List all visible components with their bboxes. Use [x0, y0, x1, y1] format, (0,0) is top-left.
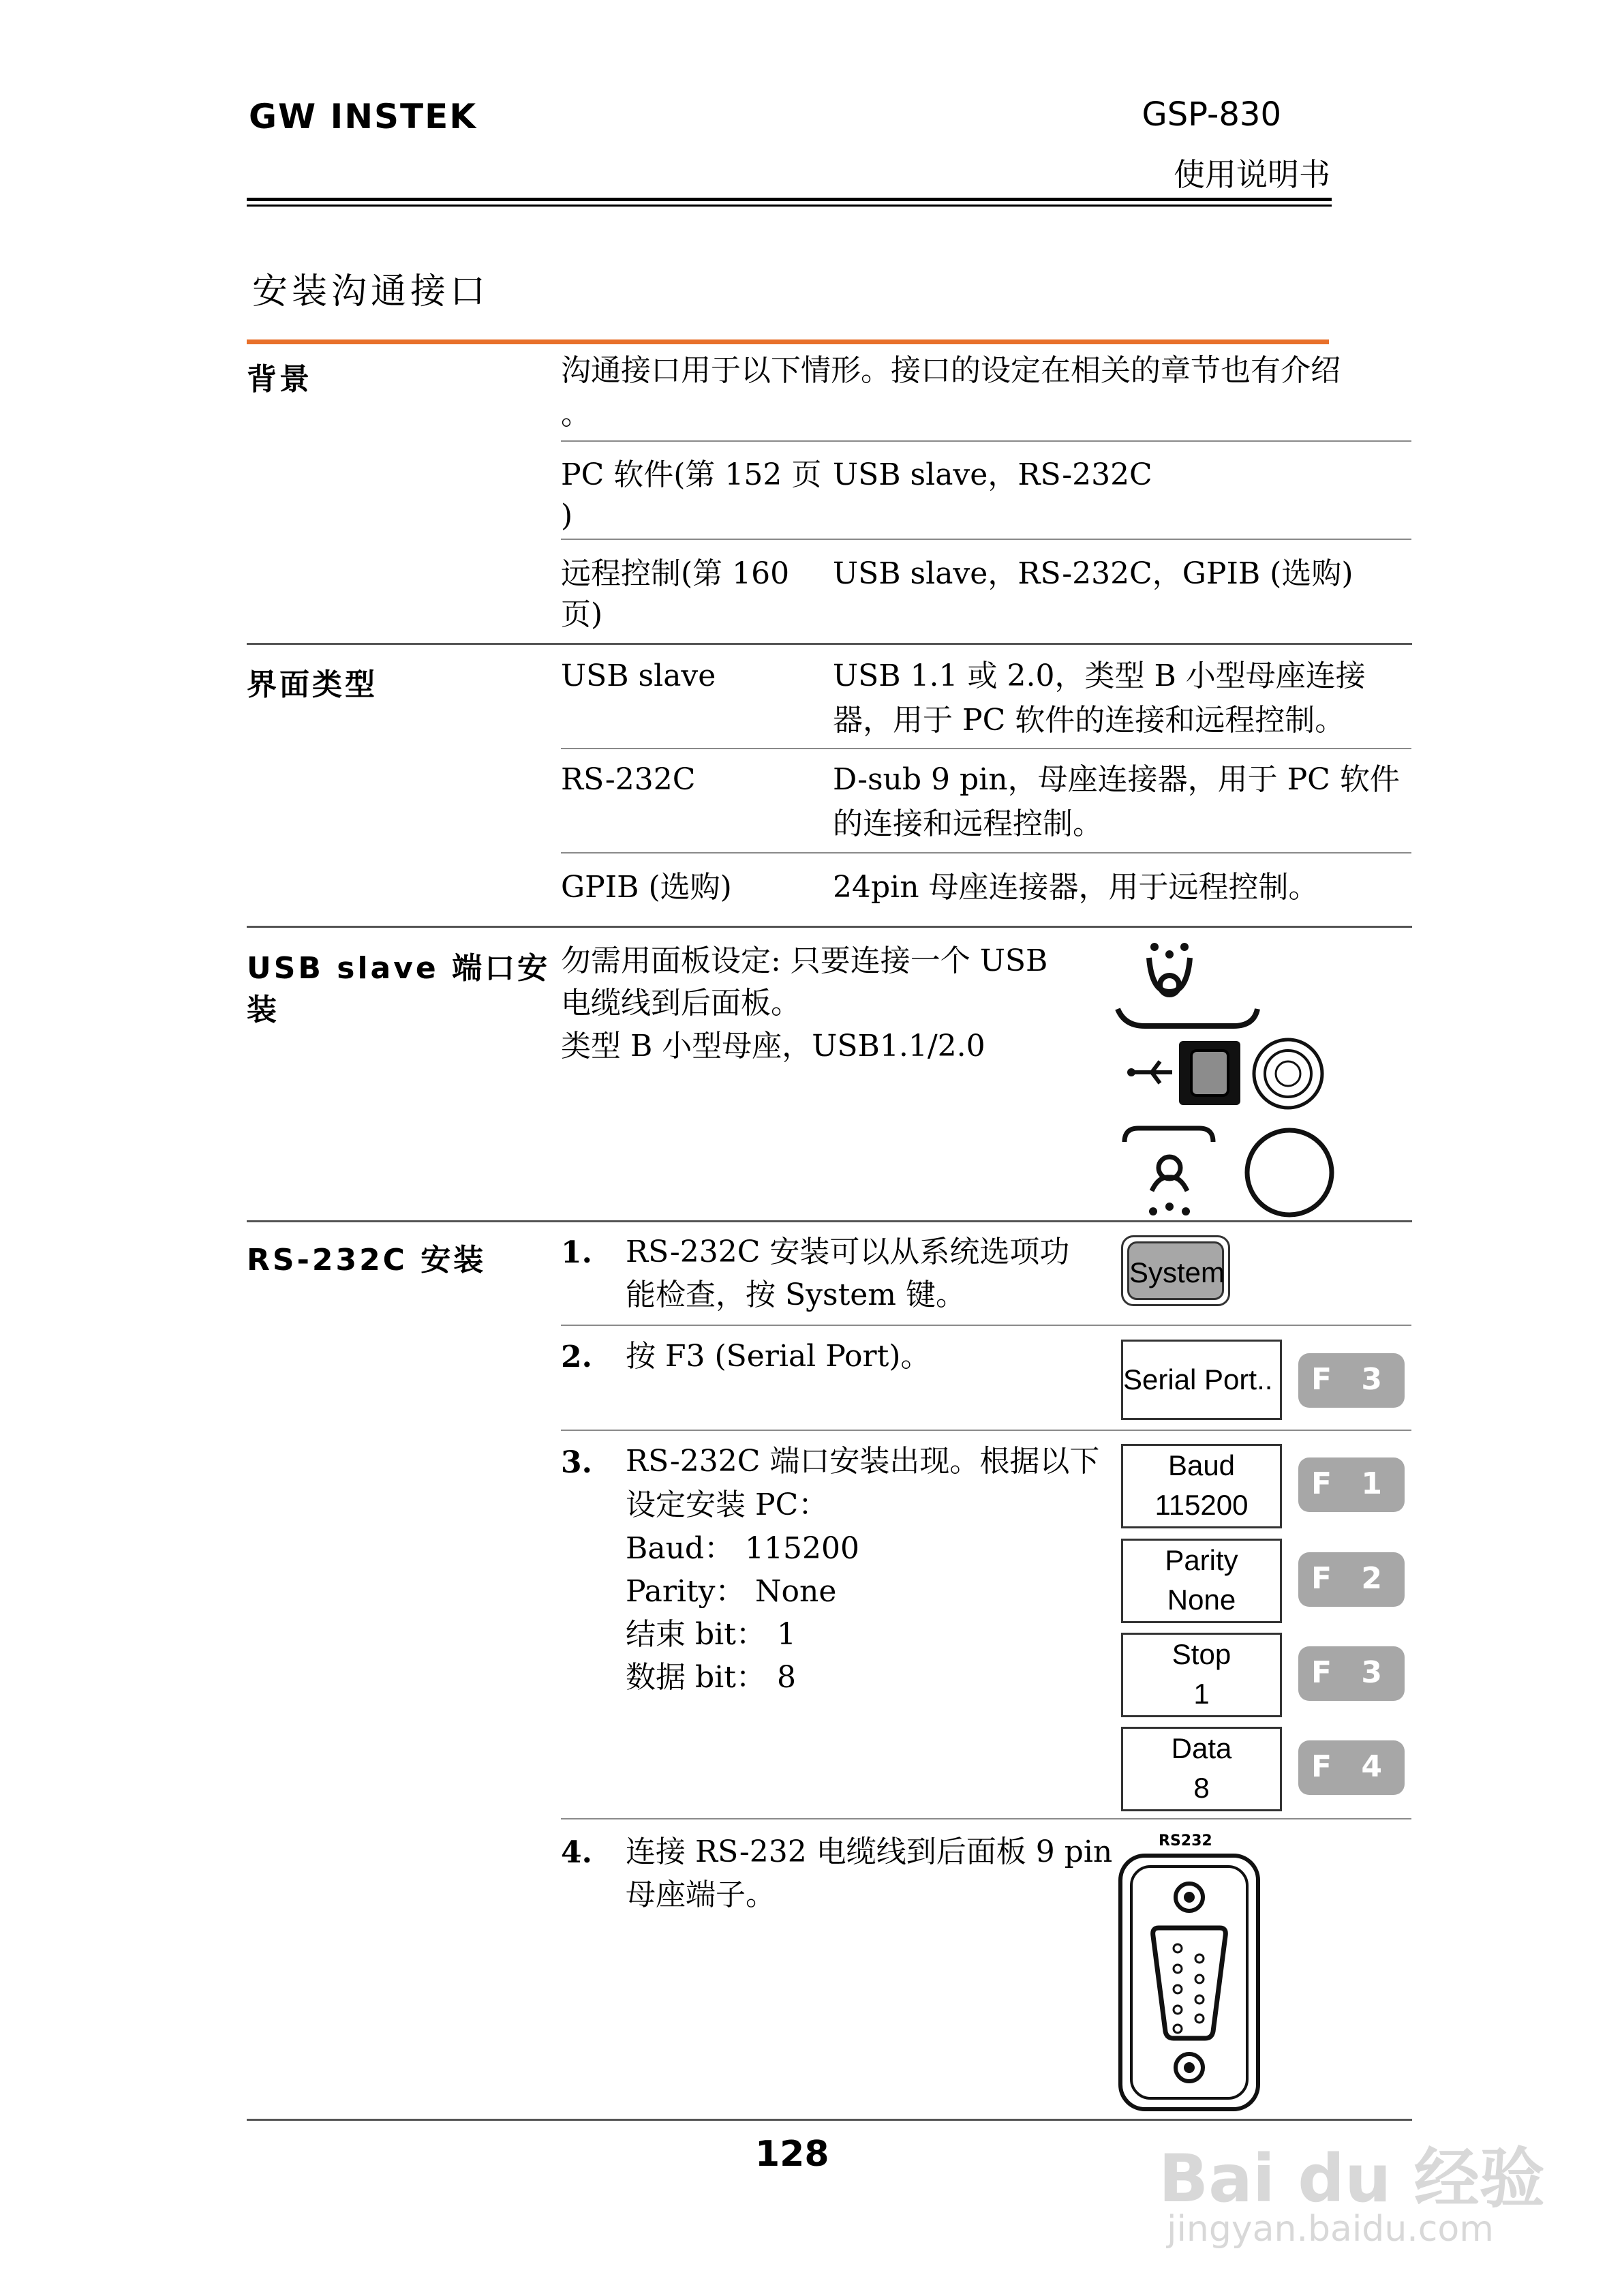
- setting-value: 1: [777, 1617, 796, 1652]
- usb-setup-label-2: 装: [247, 993, 279, 1027]
- baud-label: Baud: [1167, 1449, 1236, 1481]
- model-name: GSP-830: [1142, 95, 1281, 134]
- brand-logo: GW INSTEK: [249, 97, 478, 136]
- iface-usb-desc: USB 1.1 或 2.0，类型 B 小型母座连接: [833, 659, 1366, 693]
- iface-rs232-name: RS-232C: [561, 762, 696, 797]
- divider: [561, 1430, 1411, 1431]
- interface-types-label: 界面类型: [247, 667, 378, 702]
- setting-value: 115200: [745, 1531, 859, 1566]
- step-2-text: 按 F3 (Serial Port)。: [626, 1339, 931, 1374]
- page-title: 安装沟通接口: [252, 271, 490, 312]
- f4-softkey[interactable]: F 4: [1298, 1740, 1405, 1795]
- usage-pc-value: USB slave，RS-232C: [833, 457, 1152, 492]
- section-divider: [247, 1220, 1412, 1222]
- usb-setup-text-1: 勿需用面板设定: 只要连接一个 USB: [561, 943, 1048, 978]
- background-intro: 沟通接口用于以下情形。接口的设定在相关的章节也有介绍: [561, 353, 1341, 388]
- usb-port-illustration: [1111, 937, 1336, 1224]
- data-menu[interactable]: [1121, 1727, 1282, 1811]
- setting-value: 8: [777, 1660, 796, 1695]
- usage-remote-value: USB slave，RS-232C，GPIB (选购): [833, 556, 1353, 591]
- divider: [561, 1325, 1411, 1326]
- divider: [561, 440, 1411, 442]
- divider: [561, 1818, 1411, 1819]
- f3-softkey[interactable]: F 3: [1298, 1646, 1405, 1701]
- iface-gpib-name: GPIB (选购): [561, 870, 732, 905]
- system-button-label: System: [1127, 1241, 1224, 1300]
- step-3-text: RS-232C 端口安装出现。根据以下: [626, 1444, 1100, 1479]
- f2-softkey[interactable]: F 2: [1298, 1552, 1405, 1607]
- usb-setup-text-3: 类型 B 小型母座，USB1.1/2.0: [561, 1029, 985, 1063]
- parity-value: None: [1167, 1584, 1236, 1616]
- stop-value: 1: [1193, 1678, 1210, 1710]
- setting-key: 数据 bit：: [626, 1660, 766, 1695]
- rs232-setup-label: RS-232C 安装: [247, 1243, 487, 1278]
- step-4-text: 连接 RS-232 电缆线到后面板 9 pin: [626, 1834, 1113, 1869]
- title-underline: [247, 339, 1329, 344]
- background-label: 背景: [247, 362, 312, 397]
- iface-gpib-desc: 24pin 母座连接器，用于远程控制。: [833, 870, 1319, 905]
- usb-symbol-icon: [1127, 1061, 1172, 1083]
- usage-pc-name: PC 软件(第 152 页: [561, 457, 822, 492]
- iface-rs232-desc: D-sub 9 pin，母座连接器，用于 PC 软件: [833, 762, 1400, 797]
- step-number: 1.: [561, 1235, 592, 1270]
- watermark-brand: Bai du 经验: [1159, 2141, 1545, 2217]
- baud-menu[interactable]: [1121, 1444, 1282, 1528]
- divider: [561, 748, 1411, 749]
- usage-remote-name-2: 页): [561, 597, 603, 632]
- usb-setup-text-2: 电缆线到后面板。: [561, 986, 801, 1021]
- rs232-port-illustration: [1118, 1853, 1261, 2112]
- divider: [561, 539, 1411, 540]
- watermark-url: jingyan.baidu.com: [1167, 2209, 1494, 2250]
- section-divider: [247, 643, 1412, 645]
- data-label: Data: [1171, 1732, 1232, 1764]
- header-rule: [247, 198, 1332, 201]
- iface-rs232-desc-2: 的连接和远程控制。: [833, 806, 1103, 841]
- manual-title: 使用说明书: [1174, 156, 1330, 193]
- header-rule-thin: [247, 205, 1332, 207]
- usage-pc-name-end: ): [561, 498, 573, 533]
- system-button[interactable]: [1121, 1235, 1230, 1306]
- rs232-port-label: RS232: [1159, 1832, 1212, 1849]
- iface-usb-desc-2: 器，用于 PC 软件的连接和远程控制。: [833, 703, 1345, 738]
- iface-usb-name: USB slave: [561, 659, 716, 693]
- step-3-text-2: 设定安装 PC：: [626, 1487, 829, 1522]
- f1-softkey[interactable]: F 1: [1298, 1457, 1405, 1512]
- baud-value: 115200: [1154, 1489, 1249, 1521]
- f3-softkey[interactable]: F 3: [1298, 1353, 1405, 1408]
- setting-key: Parity：: [626, 1574, 746, 1609]
- usb-setup-label: USB slave 端口安: [247, 951, 551, 986]
- page-number: 128: [755, 2134, 829, 2175]
- parity-menu[interactable]: [1121, 1539, 1282, 1623]
- stop-menu[interactable]: [1121, 1633, 1282, 1717]
- setting-key: Baud：: [626, 1531, 735, 1566]
- setting-value: None: [755, 1574, 837, 1609]
- divider: [561, 852, 1411, 854]
- background-intro-end: 。: [561, 397, 591, 432]
- step-number: 2.: [561, 1340, 592, 1374]
- section-divider: [247, 926, 1412, 928]
- step-1-text-2: 能检查，按 System 键。: [626, 1278, 966, 1312]
- step-number: 3.: [561, 1445, 592, 1480]
- stop-label: Stop: [1172, 1638, 1231, 1670]
- step-1-text: RS-232C 安装可以从系统选项功: [626, 1235, 1070, 1269]
- parity-label: Parity: [1165, 1544, 1238, 1576]
- setting-key: 结束 bit：: [626, 1617, 766, 1652]
- serial-port-menu[interactable]: Serial Port..: [1121, 1340, 1282, 1420]
- step-4-text-2: 母座端子。: [626, 1877, 776, 1912]
- step-number: 4.: [561, 1835, 592, 1870]
- section-divider: [247, 2119, 1412, 2121]
- usage-remote-name: 远程控制(第 160: [561, 556, 790, 591]
- data-value: 8: [1193, 1772, 1210, 1804]
